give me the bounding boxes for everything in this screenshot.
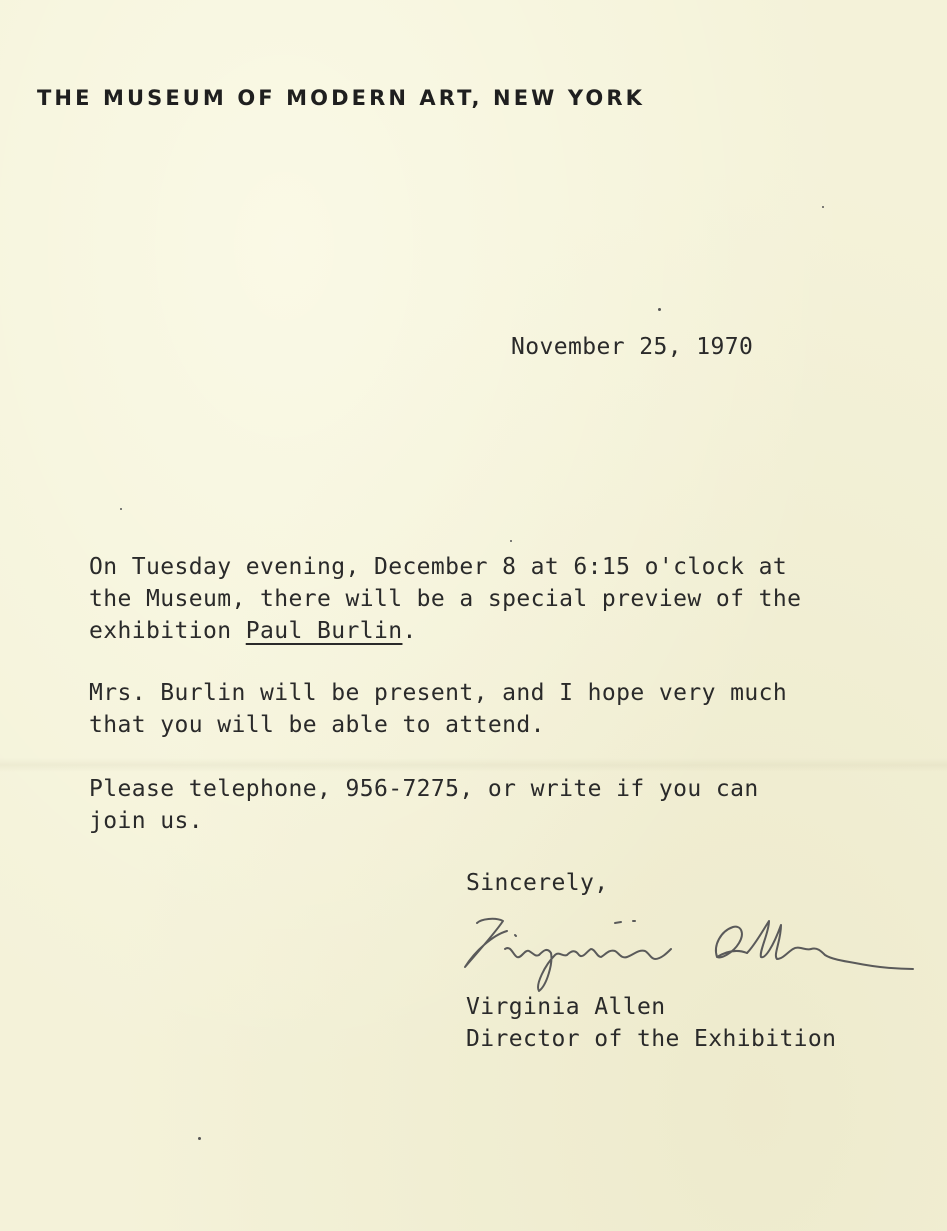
paper-speck (198, 1137, 201, 1140)
text-fragment: exhibition (89, 618, 246, 644)
paragraph-line: Please telephone, 956-7275, or write if you can (89, 776, 759, 802)
paper-fold (0, 758, 947, 772)
signer-name: Virginia Allen (466, 994, 666, 1020)
letterhead: THE MUSEUM OF MODERN ART, NEW YORK (37, 86, 645, 110)
paragraph-line: the Museum, there will be a special preview of the (89, 586, 802, 612)
closing: Sincerely, (466, 870, 609, 896)
paragraph-line: join us. (89, 808, 203, 834)
paragraph-line: that you will be able to attend. (89, 712, 545, 738)
paragraph-rsvp (89, 773, 759, 837)
paragraph-attendance (89, 677, 787, 741)
paper-speck (658, 308, 661, 311)
handwritten-signature (455, 905, 925, 995)
paper-speck (510, 540, 512, 542)
text-fragment: . (402, 618, 417, 644)
paper-speck (822, 206, 824, 208)
paragraph-invitation (89, 551, 801, 647)
paper-speck (120, 508, 122, 510)
paragraph-line: Mrs. Burlin will be present, and I hope very much (89, 680, 788, 706)
paragraph-line: On Tuesday evening, December 8 at 6:15 o'clock at (89, 554, 788, 580)
letter-date: November 25, 1970 (511, 334, 754, 360)
paragraph-line (89, 618, 417, 644)
signer-title: Director of the Exhibition (466, 1026, 837, 1052)
exhibition-title: Paul Burlin (245, 618, 403, 644)
